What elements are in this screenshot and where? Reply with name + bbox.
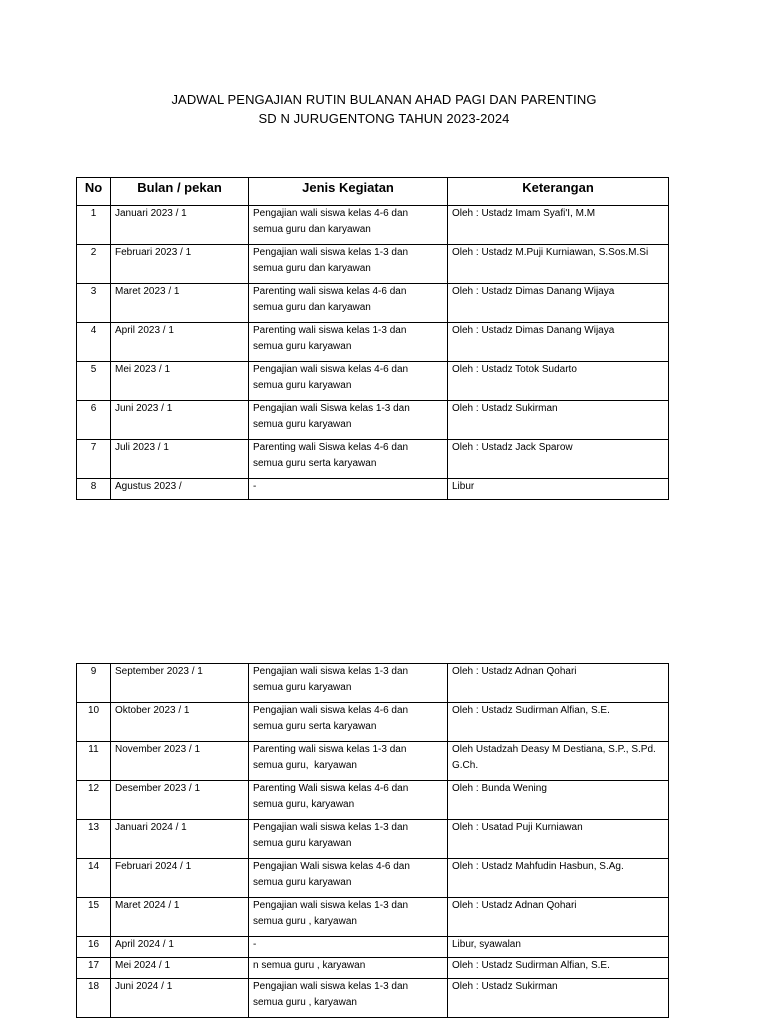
schedule-table-part-2 bbox=[76, 663, 669, 1018]
cell-jenis-kegiatan: Pengajian wali siswa kelas 4-6 dan semua guru dan karyawan bbox=[249, 206, 448, 245]
table-row bbox=[77, 958, 669, 979]
table-row bbox=[77, 742, 669, 781]
cell-no: 15 bbox=[77, 898, 111, 937]
cell-bulan-pekan: April 2024 / 1 bbox=[111, 937, 249, 958]
cell-bulan-pekan: April 2023 / 1 bbox=[111, 323, 249, 362]
schedule-table-part-1 bbox=[76, 177, 669, 500]
cell-no: 12 bbox=[77, 781, 111, 820]
cell-bulan-pekan: Januari 2023 / 1 bbox=[111, 206, 249, 245]
table-row bbox=[77, 323, 669, 362]
cell-keterangan: Oleh : Ustadz Dimas Danang Wijaya bbox=[448, 284, 669, 323]
header-keterangan: Keterangan bbox=[448, 178, 669, 206]
table-row bbox=[77, 859, 669, 898]
header-jenis-kegiatan: Jenis Kegiatan bbox=[249, 178, 448, 206]
cell-no: 14 bbox=[77, 859, 111, 898]
cell-jenis-kegiatan: Pengajian wali Siswa kelas 1-3 dan semua guru karyawan bbox=[249, 401, 448, 440]
cell-no: 13 bbox=[77, 820, 111, 859]
cell-bulan-pekan: Mei 2024 / 1 bbox=[111, 958, 249, 979]
cell-jenis-kegiatan: - bbox=[249, 479, 448, 500]
cell-no: 1 bbox=[77, 206, 111, 245]
cell-keterangan: Libur, syawalan bbox=[448, 937, 669, 958]
cell-no: 2 bbox=[77, 245, 111, 284]
table-row bbox=[77, 781, 669, 820]
table-row bbox=[77, 401, 669, 440]
cell-keterangan: Oleh : Bunda Wening bbox=[448, 781, 669, 820]
table-row bbox=[77, 979, 669, 1018]
cell-keterangan: Oleh : Ustadz Sudirman Alfian, S.E. bbox=[448, 958, 669, 979]
cell-jenis-kegiatan: Parenting Wali siswa kelas 4-6 dan semua guru, karyawan bbox=[249, 781, 448, 820]
cell-keterangan: Oleh : Ustadz Sudirman Alfian, S.E. bbox=[448, 703, 669, 742]
cell-bulan-pekan: Januari 2024 / 1 bbox=[111, 820, 249, 859]
cell-jenis-kegiatan: - bbox=[249, 937, 448, 958]
cell-keterangan: Oleh : Ustadz Sukirman bbox=[448, 979, 669, 1018]
cell-jenis-kegiatan: Parenting wali siswa kelas 4-6 dan semua guru dan karyawan bbox=[249, 284, 448, 323]
cell-bulan-pekan: September 2023 / 1 bbox=[111, 664, 249, 703]
cell-keterangan: Oleh : Ustadz Jack Sparow bbox=[448, 440, 669, 479]
cell-keterangan: Oleh : Ustadz Totok Sudarto bbox=[448, 362, 669, 401]
cell-no: 8 bbox=[77, 479, 111, 500]
table-row bbox=[77, 206, 669, 245]
cell-jenis-kegiatan: Pengajian wali siswa kelas 1-3 dan semua guru karyawan bbox=[249, 664, 448, 703]
cell-keterangan: Oleh : Ustadz M.Puji Kurniawan, S.Sos.M.Si bbox=[448, 245, 669, 284]
cell-bulan-pekan: Februari 2024 / 1 bbox=[111, 859, 249, 898]
cell-jenis-kegiatan: Pengajian wali siswa kelas 4-6 dan semua guru serta karyawan bbox=[249, 703, 448, 742]
cell-keterangan: Oleh : Ustadz Imam Syafi'I, M.M bbox=[448, 206, 669, 245]
cell-jenis-kegiatan: Pengajian wali siswa kelas 1-3 dan semua guru , karyawan bbox=[249, 979, 448, 1018]
cell-no: 6 bbox=[77, 401, 111, 440]
cell-jenis-kegiatan: Parenting wali siswa kelas 1-3 dan semua guru karyawan bbox=[249, 323, 448, 362]
cell-bulan-pekan: Juni 2023 / 1 bbox=[111, 401, 249, 440]
cell-keterangan: Oleh : Ustadz Sukirman bbox=[448, 401, 669, 440]
cell-bulan-pekan: Juli 2023 / 1 bbox=[111, 440, 249, 479]
cell-jenis-kegiatan: Pengajian wali siswa kelas 1-3 dan semua guru , karyawan bbox=[249, 898, 448, 937]
table-row bbox=[77, 703, 669, 742]
table-row bbox=[77, 440, 669, 479]
cell-keterangan: Oleh : Ustadz Adnan Qohari bbox=[448, 664, 669, 703]
cell-bulan-pekan: Mei 2023 / 1 bbox=[111, 362, 249, 401]
cell-jenis-kegiatan: Pengajian wali siswa kelas 1-3 dan semua guru dan karyawan bbox=[249, 245, 448, 284]
cell-no: 18 bbox=[77, 979, 111, 1018]
cell-bulan-pekan: November 2023 / 1 bbox=[111, 742, 249, 781]
cell-jenis-kegiatan: Pengajian Wali siswa kelas 4-6 dan semua guru karyawan bbox=[249, 859, 448, 898]
cell-bulan-pekan: Oktober 2023 / 1 bbox=[111, 703, 249, 742]
cell-no: 9 bbox=[77, 664, 111, 703]
cell-keterangan: Oleh : Ustadz Mahfudin Hasbun, S.Ag. bbox=[448, 859, 669, 898]
table-row bbox=[77, 937, 669, 958]
cell-jenis-kegiatan: n semua guru , karyawan bbox=[249, 958, 448, 979]
table-row bbox=[77, 284, 669, 323]
table-row bbox=[77, 898, 669, 937]
cell-bulan-pekan: Februari 2023 / 1 bbox=[111, 245, 249, 284]
cell-bulan-pekan: Agustus 2023 / bbox=[111, 479, 249, 500]
cell-keterangan: Oleh : Ustadz Dimas Danang Wijaya bbox=[448, 323, 669, 362]
cell-no: 3 bbox=[77, 284, 111, 323]
cell-bulan-pekan: Maret 2024 / 1 bbox=[111, 898, 249, 937]
cell-keterangan: Oleh : Usatad Puji Kurniawan bbox=[448, 820, 669, 859]
table-row bbox=[77, 245, 669, 284]
header-bulan-pekan: Bulan / pekan bbox=[111, 178, 249, 206]
table-body-part-1 bbox=[77, 206, 669, 500]
table-body-part-2 bbox=[77, 664, 669, 1018]
cell-no: 4 bbox=[77, 323, 111, 362]
cell-no: 10 bbox=[77, 703, 111, 742]
cell-jenis-kegiatan: Parenting wali Siswa kelas 4-6 dan semua guru serta karyawan bbox=[249, 440, 448, 479]
cell-no: 11 bbox=[77, 742, 111, 781]
table-row bbox=[77, 664, 669, 703]
document-title-line-1: JADWAL PENGAJIAN RUTIN BULANAN AHAD PAGI DAN PARENTING bbox=[171, 92, 597, 107]
table-row bbox=[77, 362, 669, 401]
cell-jenis-kegiatan: Pengajian wali siswa kelas 1-3 dan semua guru karyawan bbox=[249, 820, 448, 859]
document-title-line-2: SD N JURUGENTONG TAHUN 2023-2024 bbox=[258, 111, 510, 126]
header-no: No bbox=[77, 178, 111, 206]
cell-jenis-kegiatan: Pengajian wali siswa kelas 4-6 dan semua guru karyawan bbox=[249, 362, 448, 401]
table-header-row bbox=[77, 178, 669, 206]
cell-no: 16 bbox=[77, 937, 111, 958]
cell-no: 5 bbox=[77, 362, 111, 401]
cell-keterangan: Oleh : Ustadz Adnan Qohari bbox=[448, 898, 669, 937]
cell-bulan-pekan: Maret 2023 / 1 bbox=[111, 284, 249, 323]
cell-no: 17 bbox=[77, 958, 111, 979]
table-row bbox=[77, 820, 669, 859]
cell-bulan-pekan: Juni 2024 / 1 bbox=[111, 979, 249, 1018]
cell-keterangan: Oleh Ustadzah Deasy M Destiana, S.P., S.Pd. G.Ch. bbox=[448, 742, 669, 781]
cell-keterangan: Libur bbox=[448, 479, 669, 500]
cell-jenis-kegiatan: Parenting wali siswa kelas 1-3 dan semua guru, karyawan bbox=[249, 742, 448, 781]
cell-bulan-pekan: Desember 2023 / 1 bbox=[111, 781, 249, 820]
cell-no: 7 bbox=[77, 440, 111, 479]
table-row bbox=[77, 479, 669, 500]
